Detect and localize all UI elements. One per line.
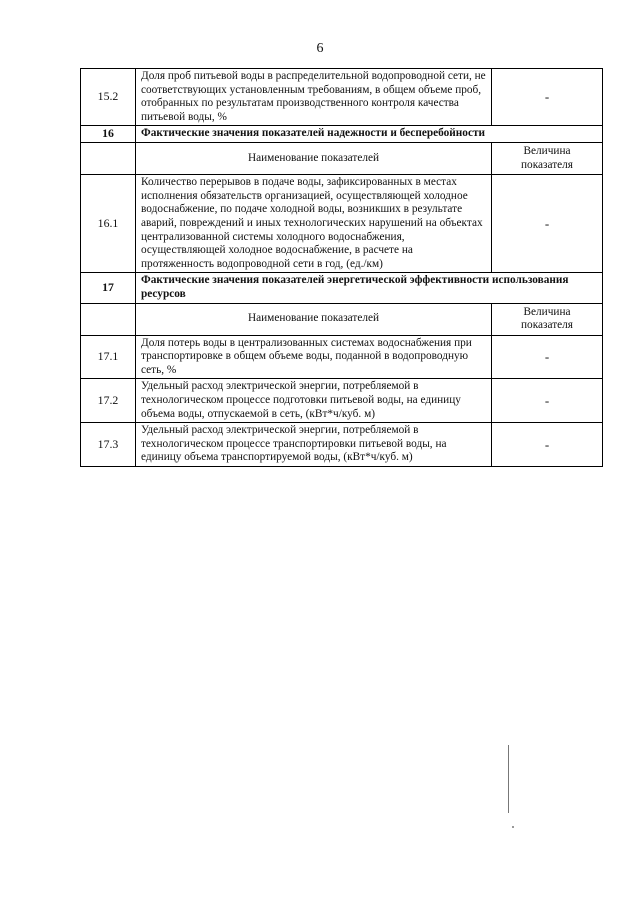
table-row — [81, 175, 603, 273]
section-title: Фактические значения показателей энергетической эффективности использования ресурсов — [136, 273, 603, 303]
indicators-table — [80, 68, 603, 467]
indicator-value: - — [492, 335, 603, 379]
row-number: 17.1 — [81, 335, 136, 379]
row-number: 17.2 — [81, 379, 136, 423]
table-row — [81, 335, 603, 379]
indicator-value: - — [492, 175, 603, 273]
column-header-row — [81, 303, 603, 335]
column-header-value: Величина показателя — [492, 303, 603, 335]
indicator-name: Удельный расход электрической энергии, потребляемой в технологическом процессе транспортировки питьевой воды, на единицу объема транспортируемой воды, (кВт*ч/куб. м) — [136, 423, 492, 467]
row-number: 16.1 — [81, 175, 136, 273]
indicator-name: Доля потерь воды в централизованных системах водоснабжения при транспортировке в общем объеме воды, поданной в водопроводную сеть, % — [136, 335, 492, 379]
table-row — [81, 423, 603, 467]
indicator-value: - — [492, 423, 603, 467]
column-header-row — [81, 142, 603, 174]
table-row — [81, 379, 603, 423]
section-header-row — [81, 273, 603, 303]
scan-artifact-speck — [512, 826, 514, 828]
column-header-value: Величина показателя — [492, 142, 603, 174]
indicator-value: - — [492, 379, 603, 423]
indicator-value: - — [492, 69, 603, 126]
row-number: 15.2 — [81, 69, 136, 126]
table-row — [81, 69, 603, 126]
scan-artifact-line — [508, 745, 509, 813]
column-header-name: Наименование показателей — [136, 303, 492, 335]
indicator-name: Количество перерывов в подаче воды, зафиксированных в местах исполнения обязательств организацией, осуществляющей холодное водоснабжение, по подаче холодной воды, возникших в результате аварий, повреждений и иных технологических нарушений на объектах централизованной системы холодного водоснабжения, осуществляющей холодное водоснабжение, в расчете на протяженность водопроводной сети в год, (ед./км) — [136, 175, 492, 273]
empty-cell — [81, 303, 136, 335]
section-header-row — [81, 126, 603, 143]
indicator-name: Удельный расход электрической энергии, потребляемой в технологическом процессе подготовки питьевой воды, на единицу объема воды, отпускаемой в сеть, (кВт*ч/куб. м) — [136, 379, 492, 423]
empty-cell — [81, 142, 136, 174]
row-number: 17.3 — [81, 423, 136, 467]
section-number: 16 — [81, 126, 136, 143]
indicator-name: Доля проб питьевой воды в распределительной водопроводной сети, не соответствующих установленным требованиям, в общем объеме проб, отобранных по результатам производственного контроля качества питьевой воды, % — [136, 69, 492, 126]
page-number: 6 — [316, 41, 324, 56]
column-header-name: Наименование показателей — [136, 142, 492, 174]
section-number: 17 — [81, 273, 136, 303]
section-title: Фактические значения показателей надежности и бесперебойности — [136, 126, 603, 143]
